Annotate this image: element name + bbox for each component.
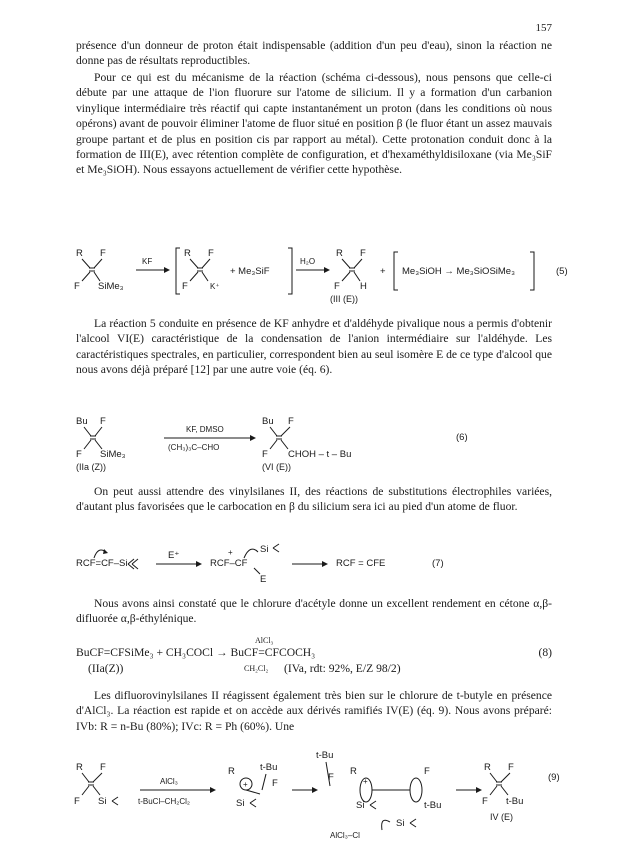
s9-f6: F — [508, 762, 514, 773]
equation-8 — [76, 634, 552, 680]
paragraph-6: Les difluorovinylsilanes II réagissent également très bien sur le chlorure de t-butyle en présence d'AlCl₃. La réaction est rapide et on accède aux dérivés ramifiés IV(E) (éq. 9). Nous avons préparé: IVb: R = n-Bu (80%); IVc: R = Ph (60%). Une — [76, 689, 552, 733]
s7-si: Si — [260, 544, 269, 555]
s9-r4: R — [484, 762, 491, 773]
s9-reagent-top: AlCl₃ — [160, 777, 178, 786]
s9-product-label: IV (E) — [490, 812, 514, 822]
s5-f6: F — [334, 281, 340, 292]
s9-tbu3: t-Bu — [424, 800, 442, 811]
s9-f3: F — [272, 778, 278, 789]
paragraph-2: Pour ce qui est du mécanisme de la réaction (schéma ci-dessous), nous pensons que celle-ci débute par une attaque de l'ion fluorure sur l'atome de silicium. Il y a formation d'un carbanion vinylique intermédiaire très réactif qui capte instantanément un proton (dans les conditions où nous opérons) avant de pouvoir éliminer l'atome de fluor situé en position β (le fluor étant un assez mauvais groupe partant et de plus en position cis par rapport au métal). Cette protonation conduit donc à la formation de III(E), avec rétention complète de configuration, et d'hexaméthyldisiloxane (via Me₃SiF et Me₃SiOH). Nous essayons actuellement de vérifier cette hypothèse. — [76, 71, 552, 177]
s7-start: RCF=CF–Si — [76, 558, 128, 569]
s6-f3: F — [288, 416, 294, 427]
s7-product: RCF = CFE — [336, 558, 386, 569]
s6-bu1: Bu — [76, 416, 88, 427]
s6-start-label: (IIa (Z)) — [76, 462, 106, 472]
page-number: 157 — [535, 22, 552, 34]
eq8-start-label: (IIa(Z)) — [88, 662, 124, 675]
s9-f5: F — [424, 766, 430, 777]
s5-f4: F — [182, 281, 188, 292]
s5-product-label: (III (E)) — [330, 294, 358, 304]
s9-f2: F — [74, 796, 80, 807]
paragraph-4: On peut aussi attendre des vinylsilanes II, des réactions de substitutions électrophiles variées, d'autant plus favorisées que le carbocation en β du silicium sera ici au pied d'un atome de fluor. — [76, 485, 552, 514]
s5-f2: F — [74, 281, 80, 292]
s9-r3: R — [350, 766, 357, 777]
s5-reagent: KF — [142, 257, 153, 266]
s5-f5: F — [360, 248, 366, 259]
s9-si2: Si — [236, 798, 245, 809]
s9-f4: F — [328, 772, 334, 783]
s6-number: (6) — [456, 432, 468, 443]
s5-me3sif: + Me₃SiF — [230, 266, 270, 277]
s7-electrophile: E⁺ — [168, 550, 180, 561]
s5-f1: F — [100, 248, 106, 259]
paragraph-3: La réaction 5 conduite en présence de KF anhydre et d'aldéhyde pivalique nous a permis d'obtenir l'alcool VI(E) caractéristique de la condensation de l'anion intermédiaire sur l'aldéhyde. Les caractéristiques spectrales, en particulier, correspondent bien au seul isomère E de ce type d'alcool que nous avons déjà préparé [12] par une autre voie (éq. 6). — [76, 317, 552, 377]
s9-number: (9) — [548, 772, 560, 783]
s6-f4: F — [262, 449, 268, 460]
s9-tbu1: t-Bu — [260, 762, 278, 773]
s6-product-sub: CHOH – t – Bu — [288, 449, 352, 460]
s9-r1: R — [76, 762, 83, 773]
s9-plus1: + — [243, 780, 248, 789]
s5-plus: + — [380, 266, 386, 277]
s5-r2: R — [184, 248, 191, 259]
s9-tbu2: t-Bu — [316, 750, 334, 761]
paragraph-1: présence d'un donneur de proton était indispensable (addition d'un peu d'eau), sinon la réaction ne donne pas de résultats reproductibles. — [76, 39, 552, 68]
paragraph-5: Nous avons ainsi constaté que le chlorure d'acétyle donne un excellent rendement en cétone α,β-difluorée α,β-éthylénique. — [76, 597, 552, 626]
s7-plus: + — [228, 548, 233, 557]
s9-tbu4: t-Bu — [506, 796, 524, 807]
s9-si4: Si — [396, 818, 405, 829]
s5-h2o: H₂O — [300, 257, 316, 266]
eq8-number: (8) — [538, 646, 552, 659]
s5-r3: R — [336, 248, 343, 259]
s6-sime3: SiMe₃ — [100, 449, 126, 460]
s5-siloxane: Me₃SiOH → Me₃SiOSiMe₃ — [402, 266, 515, 277]
s7-number: (7) — [432, 558, 444, 569]
scheme-5 — [60, 244, 570, 304]
s9-f7: F — [482, 796, 488, 807]
s9-r2: R — [228, 766, 235, 777]
s5-k: K⁺ — [210, 282, 220, 291]
s6-reagent-bottom: (CH₃)₃C–CHO — [168, 443, 220, 452]
s5-number: (5) — [556, 266, 568, 277]
s9-plus2: + — [363, 777, 368, 786]
s5-f3: F — [208, 248, 214, 259]
s5-h: H — [360, 281, 367, 292]
eq8-solvent: CH₂Cl₂ — [244, 664, 269, 673]
s6-bu2: Bu — [262, 416, 274, 427]
scheme-6 — [60, 412, 570, 472]
s9-si1: Si — [98, 796, 107, 807]
s5-r1: R — [76, 248, 83, 259]
eq8-reaction: BuCF=CFSiMe₃ + CH₃COCl → BuCF=CFCOCH₃ — [76, 646, 316, 659]
s7-e: E — [260, 574, 267, 585]
eq8-product-label: (IVa, rdt: 92%, E/Z 98/2) — [284, 662, 401, 675]
s6-reagent-top: KF, DMSO — [186, 425, 224, 434]
scheme-7 — [60, 538, 570, 584]
s9-reagent-bottom: t-BuCl–CH₂Cl₂ — [138, 797, 190, 806]
eq8-catalyst: AlCl₃ — [255, 636, 274, 645]
s9-f1: F — [100, 762, 106, 773]
s6-f1: F — [100, 416, 106, 427]
s9-alcl3cl: AlCl₃–Cl — [330, 831, 360, 840]
s7-intermediate: RCF–CF — [210, 558, 248, 569]
s6-f2: F — [76, 449, 82, 460]
s9-si3: Si — [356, 800, 365, 811]
scheme-9 — [60, 750, 570, 842]
s5-sime3: SiMe₃ — [98, 281, 124, 292]
s6-product-label: (VI (E)) — [262, 462, 291, 472]
